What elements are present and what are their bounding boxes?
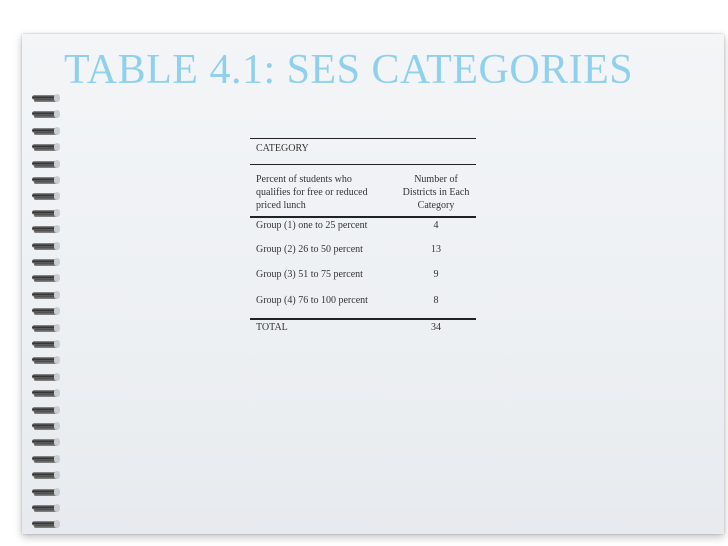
spiral-ring [30, 338, 60, 350]
spiral-ring [30, 354, 60, 366]
spiral-ring [30, 289, 60, 301]
spiral-ring [30, 518, 60, 530]
col2-header-line-1: Number of [414, 174, 458, 185]
spiral-ring [30, 174, 60, 186]
spiral-ring [30, 469, 60, 481]
table-top-rule [250, 138, 476, 139]
col1-header-line-2: qualifies for free or reduced [256, 187, 368, 198]
col2-header-line-3: Category [417, 200, 455, 211]
spiral-ring [30, 502, 60, 514]
table-row-group: Group (4) 76 to 100 percent [256, 295, 368, 306]
spiral-ring [30, 486, 60, 498]
category-header: CATEGORY [256, 143, 309, 154]
notebook-page [22, 34, 724, 534]
spiral-ring [30, 436, 60, 448]
spiral-ring [30, 141, 60, 153]
spiral-ring [30, 420, 60, 432]
total-label: TOTAL [256, 322, 288, 333]
spiral-ring [30, 272, 60, 284]
col1-header-line-1: Percent of students who [256, 174, 352, 185]
table-row-count: 4 [433, 220, 439, 231]
spiral-ring [30, 92, 60, 104]
spiral-ring [30, 371, 60, 383]
spiral-ring [30, 223, 60, 235]
header-rule [250, 164, 476, 165]
slide-title: TABLE 4.1: SES CATEGORIES [64, 47, 634, 93]
col2-header-line-2: Districts in Each [402, 187, 470, 198]
spiral-ring [30, 190, 60, 202]
spiral-binding [30, 92, 62, 532]
total-rule [250, 318, 476, 320]
table-row-group: Group (1) one to 25 percent [256, 220, 368, 231]
spiral-ring [30, 240, 60, 252]
table-row-count: 8 [433, 295, 439, 306]
col1-header-line-3: priced lunch [256, 200, 306, 211]
subheader-rule [250, 216, 476, 218]
table-row-group: Group (3) 51 to 75 percent [256, 269, 363, 280]
table-row-count: 9 [433, 269, 439, 280]
spiral-ring [30, 404, 60, 416]
table-row-count: 13 [431, 244, 441, 255]
spiral-ring [30, 305, 60, 317]
spiral-ring [30, 256, 60, 268]
total-value: 34 [431, 322, 441, 333]
spiral-ring [30, 207, 60, 219]
table-row-group: Group (2) 26 to 50 percent [256, 244, 363, 255]
spiral-ring [30, 322, 60, 334]
spiral-ring [30, 387, 60, 399]
spiral-ring [30, 158, 60, 170]
spiral-ring [30, 453, 60, 465]
spiral-ring [30, 108, 60, 120]
spiral-ring [30, 125, 60, 137]
